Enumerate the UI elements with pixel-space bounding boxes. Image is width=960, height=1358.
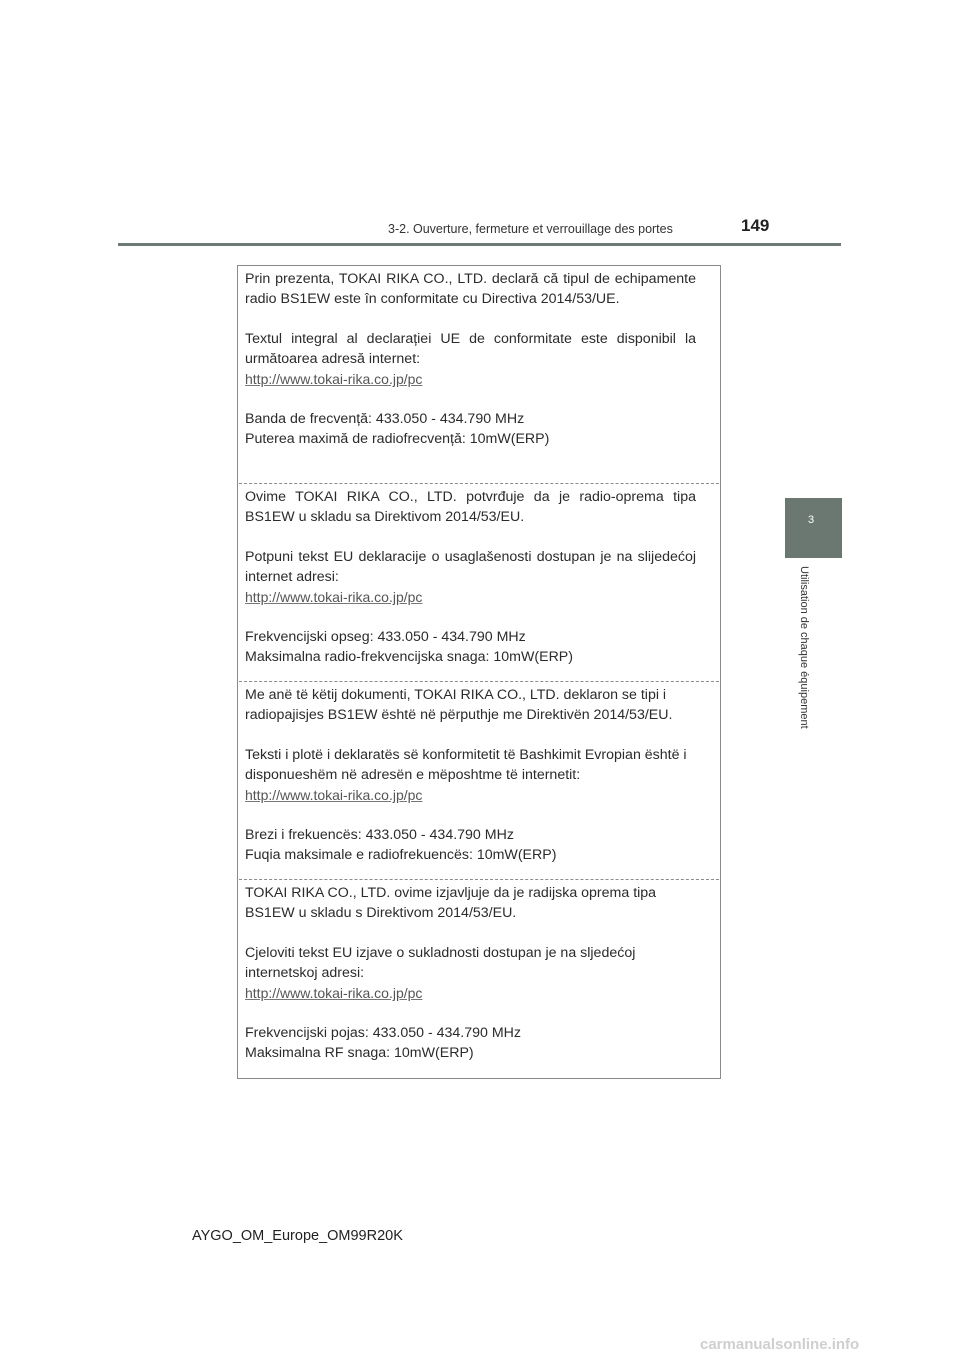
declaration-block-bosnian xyxy=(238,487,720,667)
frequency-band: Frekvencijski opseg: 433.050 - 434.790 MHz xyxy=(245,629,526,645)
declaration-url-link[interactable]: http://www.tokai-rika.co.jp/pc xyxy=(245,985,423,1001)
declaration-intro: Me anë të këtij dokumenti, TOKAI RIKA CO., LTD. deklaron se tipi i radiopajisjes BS1EW është në përputhje me Direktivën 2014/53/EU. xyxy=(245,687,673,723)
declaration-intro: Ovime TOKAI RIKA CO., LTD. potvrđuje da je radio-oprema tipa BS1EW u skladu sa Direktivom 2014/53/EU. xyxy=(245,489,696,525)
declaration-url-link[interactable]: http://www.tokai-rika.co.jp/pc xyxy=(245,371,423,387)
declaration-block-romanian xyxy=(238,269,720,449)
max-power: Maksimalna radio-frekvencijska snaga: 10mW(ERP) xyxy=(245,649,573,665)
watermark: carmanualsonline.info xyxy=(700,1336,860,1353)
max-power: Fuqia maksimale e radiofrekuencës: 10mW(ERP) xyxy=(245,847,557,863)
declaration-fulltext: Textul integral al declarației UE de conformitate este disponibil la următoarea adresă internet: xyxy=(245,331,696,367)
max-power: Puterea maximă de radiofrecvență: 10mW(ERP) xyxy=(245,431,550,447)
block-divider xyxy=(239,879,719,880)
block-divider xyxy=(239,483,719,484)
chapter-title-vertical: Utilisation de chaque équipement xyxy=(798,566,810,729)
declaration-box xyxy=(237,265,721,1079)
document-id: AYGO_OM_Europe_OM99R20K xyxy=(192,1228,403,1244)
frequency-band: Brezi i frekuencës: 433.050 - 434.790 MHz xyxy=(245,827,514,843)
header-rule xyxy=(118,243,841,246)
chapter-number: 3 xyxy=(808,514,815,526)
chapter-tab xyxy=(785,498,842,558)
declaration-intro: Prin prezenta, TOKAI RIKA CO., LTD. declară că tipul de echipamente radio BS1EW este în conformitate cu Directiva 2014/53/UE. xyxy=(245,271,696,307)
page-number: 149 xyxy=(741,216,770,235)
declaration-url-link[interactable]: http://www.tokai-rika.co.jp/pc xyxy=(245,589,423,605)
frequency-band: Banda de frecvență: 433.050 - 434.790 MHz xyxy=(245,411,525,427)
declaration-block-albanian xyxy=(238,685,720,865)
frequency-band: Frekvencijski pojas: 433.050 - 434.790 MHz xyxy=(245,1025,522,1041)
declaration-fulltext: Cjeloviti tekst EU izjave o sukladnosti dostupan je na sljedećoj internetskoj adresi: xyxy=(245,945,636,981)
max-power: Maksimalna RF snaga: 10mW(ERP) xyxy=(245,1045,474,1061)
declaration-intro: TOKAI RIKA CO., LTD. ovime izjavljuje da je radijska oprema tipa BS1EW u skladu s Direktivom 2014/53/EU. xyxy=(245,885,657,921)
declaration-fulltext: Teksti i plotë i deklaratës së konformitetit të Bashkimit Evropian është i disponueshëm në adresën e mëposhtme të internetit: xyxy=(245,747,687,783)
section-title: 3-2. Ouverture, fermeture et verrouillage des portes xyxy=(388,222,673,236)
declaration-fulltext: Potpuni tekst EU deklaracije o usaglašenosti dostupan je na slijedećoj internet adresi: xyxy=(245,549,696,585)
block-divider xyxy=(239,681,719,682)
declaration-block-croatian xyxy=(238,883,720,1063)
declaration-url-link[interactable]: http://www.tokai-rika.co.jp/pc xyxy=(245,787,423,803)
